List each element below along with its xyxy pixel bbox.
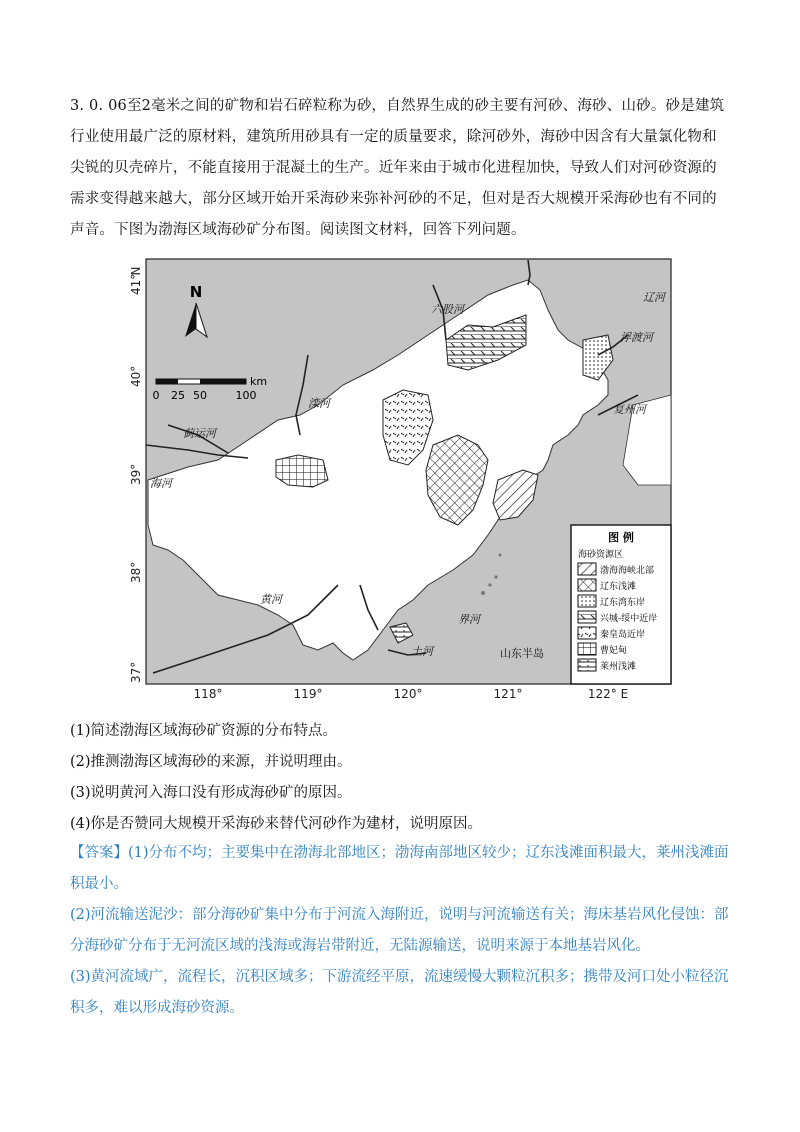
scale-tick: 100 (235, 389, 257, 402)
lat-label-41: 41° (129, 273, 143, 295)
lon-label-120: 120° (393, 687, 423, 700)
bohai-sand-map (128, 255, 688, 700)
lat-label-37: 37° (129, 661, 143, 683)
scale-unit: km (250, 375, 268, 388)
answer-tag: 【答案】 (70, 845, 128, 861)
scale-tick: 50 (193, 389, 207, 402)
label-jiyun-river: 蓟运河 (183, 427, 216, 440)
lon-label-118: 118° (193, 687, 223, 700)
label-jie-river: 界河 (458, 613, 480, 626)
legend-swatch (578, 643, 596, 655)
answer-1 (70, 838, 730, 900)
label-liugu-river: 六股河 (431, 303, 464, 316)
legend-item: 辽东浅滩 (600, 582, 637, 592)
lat-label-38: 38° (129, 561, 143, 583)
question-3: (3)说明黄河入海口没有形成海砂矿的原因。 (70, 785, 352, 801)
lon-label-122: 122° E (587, 687, 629, 700)
label-luan-river: 滦河 (308, 397, 330, 410)
lon-label-121: 121° (493, 687, 523, 700)
legend-title: 图 例 (608, 531, 634, 544)
legend-item: 渤海海峡北部 (600, 566, 655, 576)
lon-label-119: 119° (293, 687, 323, 700)
question-2: (2)推测渤海区域海砂的来源，并说明理由。 (70, 754, 352, 770)
label-huang-river: 黄河 (260, 593, 282, 606)
label-liao-river: 辽河 (643, 291, 665, 304)
label-tu-river: 土河 (411, 645, 433, 658)
scale-tick: 25 (171, 389, 185, 402)
question-4: (4)你是否赞同大规模开采海砂来替代河砂作为建材，说明原因。 (70, 816, 483, 832)
zone-caofeidian (276, 455, 328, 487)
lat-label: N (129, 266, 143, 276)
intro-paragraph: 3. 0. 06至2毫米之间的矿物和岩石碎粒称为砂，自然界生成的砂主要有河砂、海砂、山砂。砂是建筑行业使用最广泛的原材料，建筑所用砂具有一定的质量要求，除河砂外，海砂中因含有大量氯化物和尖锐的贝壳碎片，不能直接用于混凝土的生产。近年来由于城市化进程加快，导致人们对河砂资源的需求变得越来越大，部分区域开始开采海砂来弥补河砂的不足，但对是否大规模开采海砂也有不同的声音。下图为渤海区域海砂矿分布图。阅读图文材料，回答下列问题。 (70, 98, 725, 238)
answer-1-text: (1)分布不均；主要集中在渤海北部地区；渤海南部地区较少；辽东浅滩面积最大，莱州浅滩面积最小。 (70, 845, 729, 892)
answer-2: (2)河流输送泥沙：部分海砂矿集中分布于河流入海附近，说明与河流输送有关；海床基岩风化侵蚀：部分海砂矿分布于无河流区域的浅海或海岩带附近，无陆源输送，说明来源于本地基岩风化。 (70, 907, 729, 954)
legend-swatch (578, 595, 596, 607)
lat-label-39: 39° (129, 463, 143, 485)
map-legend (571, 525, 671, 684)
legend-swatch (578, 563, 596, 575)
label-fuzhou-river: 复州河 (613, 403, 646, 416)
legend-item: 辽东湾东岸 (600, 598, 646, 608)
legend-item: 曹妃甸 (600, 646, 628, 656)
legend-swatch (578, 627, 596, 639)
lat-label-40: 40° (129, 365, 143, 387)
legend-swatch (578, 611, 596, 623)
legend-item: 秦皇岛近岸 (600, 630, 646, 640)
legend-swatch (578, 659, 596, 671)
legend-subtitle: 海砂资源区 (578, 550, 624, 560)
label-hai-river: 海河 (150, 477, 172, 490)
legend-swatch (578, 579, 596, 591)
answer-3: (3)黄河流域广，流程长，沉积区域多；下游流经平原，流速缓慢大颗粒沉积多；携带及河口处小粒径沉积多，难以形成海砂资源。 (70, 969, 729, 1016)
legend-item: 莱州浅滩 (600, 662, 637, 672)
legend-item: 兴城-绥中近岸 (600, 614, 658, 624)
scale-tick: 0 (152, 389, 160, 402)
label-fudu-river: 浮渡河 (620, 331, 653, 344)
label-shandong-peninsula: 山东半岛 (500, 647, 544, 660)
question-1: (1)简述渤海区域海砂矿资源的分布特点。 (70, 723, 338, 739)
north-label: N (189, 283, 203, 301)
